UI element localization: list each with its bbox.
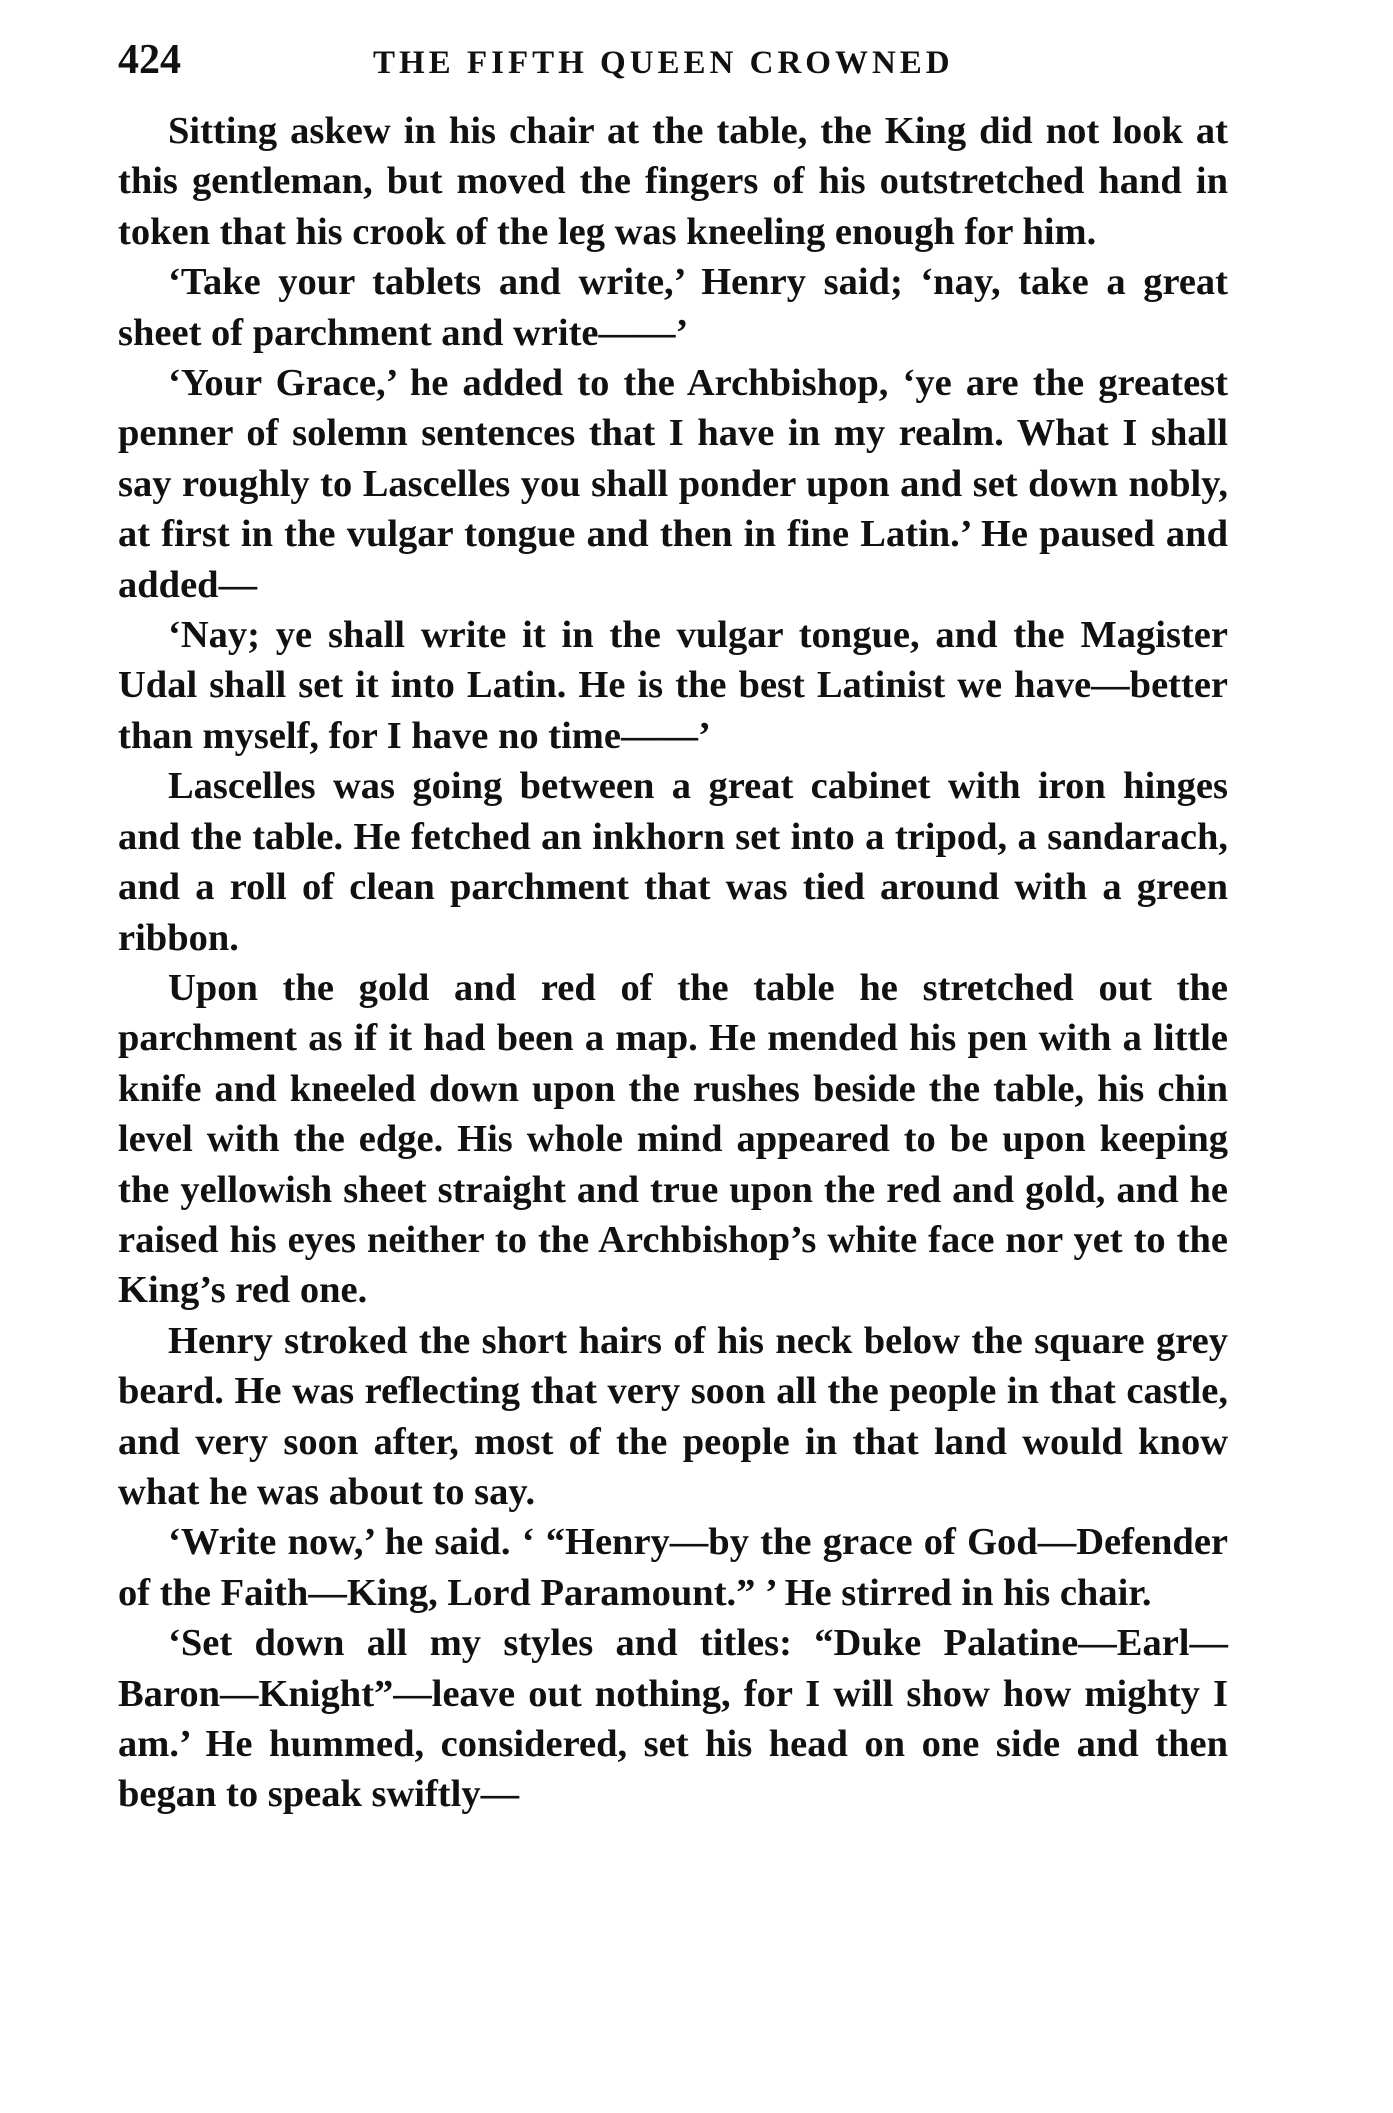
paragraph: Henry stroked the short hairs of his neck below the square grey beard. He was reflecting that very soon all the people in that castle, and very soon after, most of the people in that land would know what he was about to say.: [118, 1319, 1228, 1513]
running-head: [118, 36, 1228, 96]
paragraph: Lascelles was going between a great cabinet with iron hinges and the table. He fetched an inkhorn set into a tripod, a sandarach, and a roll of clean parchment that was tied around with a green ribbon.: [118, 765, 1228, 959]
book-page: [118, 36, 1228, 1820]
page-number: 424: [118, 37, 181, 83]
paragraph: ‘Take your tablets and write,’ Henry said; ‘nay, take a great sheet of parchment and write——’: [118, 261, 1228, 354]
paragraph: ‘Nay; ye shall write it in the vulgar tongue, and the Magister Udal shall set it into Latin. He is the best Latinist we have—better than myself, for I have no time——’: [118, 614, 1228, 757]
body-text: [118, 106, 1228, 1820]
paragraph: ‘Your Grace,’ he added to the Archbishop, ‘ye are the greatest penner of solemn sentences that I have in my realm. What I shall say roughly to Lascelles you shall ponder upon and set down nobly, at first in the vulgar tongue and then in fine Latin.’ He paused and added—: [118, 362, 1228, 606]
paragraph: Sitting askew in his chair at the table, the King did not look at this gentleman, but moved the fingers of his outstretched hand in token that his crook of the leg was kneeling enough for him.: [118, 110, 1228, 253]
running-title: THE FIFTH QUEEN CROWNED: [373, 45, 954, 81]
paragraph: ‘Write now,’ he said. ‘ “Henry—by the grace of God—Defender of the Faith—King, Lord Paramount.” ’ He stirred in his chair.: [118, 1521, 1228, 1614]
paragraph: ‘Set down all my styles and titles: “Duke Palatine—Earl—Baron—Knight”—leave out nothing, for I will show how mighty I am.’ He hummed, considered, set his head on one side and then began to speak swiftly—: [118, 1622, 1228, 1816]
paragraph: Upon the gold and red of the table he stretched out the parchment as if it had been a map. He mended his pen with a little knife and kneeled down upon the rushes beside the table, his chin level with the edge. His whole mind appeared to be upon keeping the yellowish sheet straight and true upon the red and gold, and he raised his eyes neither to the Archbishop’s white face nor yet to the King’s red one.: [118, 966, 1228, 1312]
